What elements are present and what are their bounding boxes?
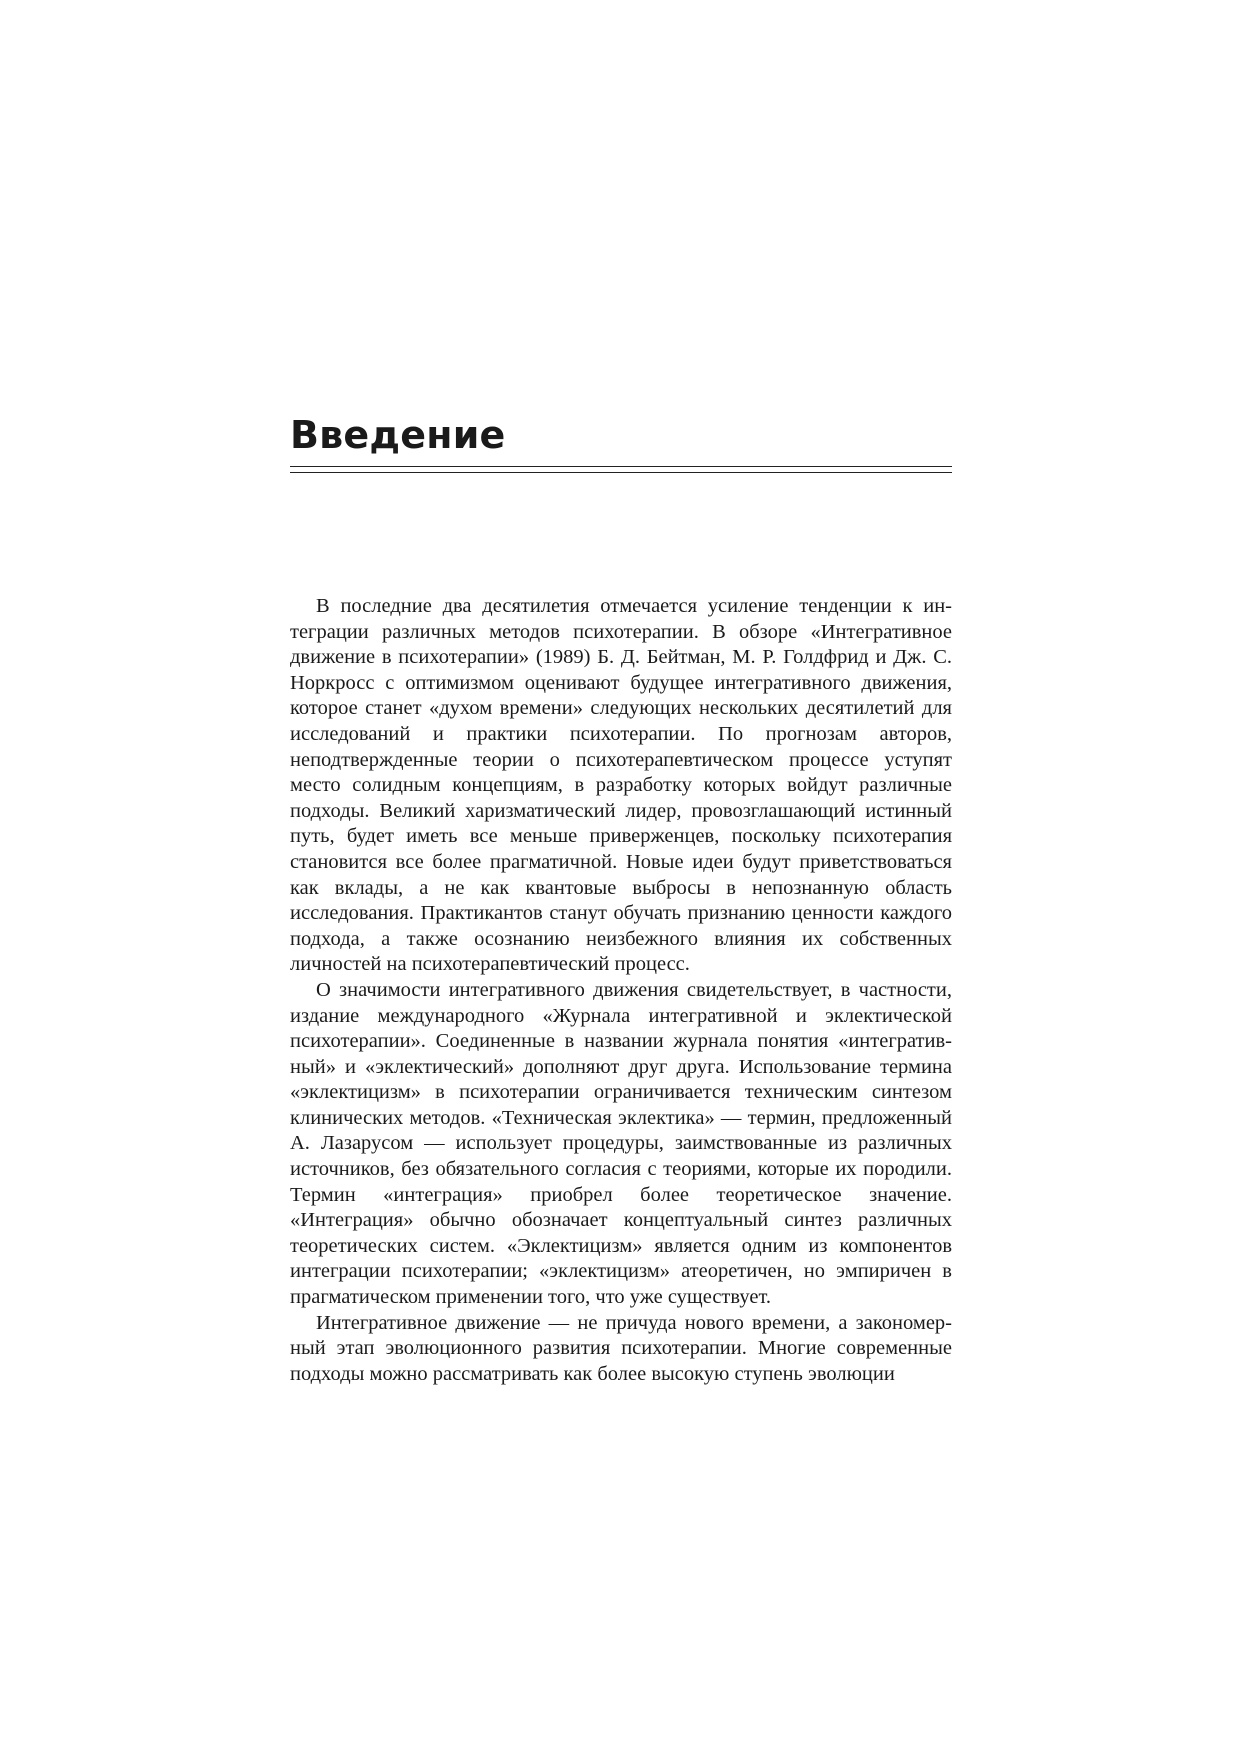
chapter-title: Введение <box>290 413 506 457</box>
paragraph-1: В последние два десятилетия отмечается усиление тенденции к интеграции различных методов психотерапии. В обзоре «Интегративное движение в психотерапии» (1989) Б. Д. Бейтман, М. Р. Голдфрид и Дж. С. Норкросс с оптимизмом оценивают будущее интегративного движения, которое станет «духом времени» следующих нескольких десятилетий для исследований и практики психотерапии. По прогнозам авторов, неподтвержденные теории о психотерапевтическом процессе уступят место солидным концепциям, в разработку которых войдут различные подходы. Великий харизматический лидер, провозглашающий истинный путь, будет иметь все меньше приверженцев, поскольку психотерапия становится все более прагматичной. Новые идеи будут приветствоваться как вклады, а не как квантовые выбросы в непознанную область исследования. Практикантов станут обучать признанию ценности каждого подхода, а также осознанию неизбежного влияния их собственных личностей на психотерапевтический процесс. <box>290 595 952 976</box>
title-double-rule <box>290 466 952 473</box>
paragraph-3: Интегративное движение — не причуда нового времени, а закономерный этап эволюционного развития психотерапии. Многие современные подходы можно рассматривать как более высокую ступень эволюции <box>290 1311 952 1385</box>
paragraph-2: О значимости интегративного движения свидетельствует, в частности, издание международного «Журнала интегративной и эклектической психотерапии». Соединенные в названии журнала понятия «интегративный» и «эклектический» дополняют друг друга. Использование термина «эклектицизм» в психотерапии ограничивается техническим синтезом клинических методов. «Техническая эклектика» — термин, предложенный А. Лазарусом — использует процедуры, заимствованные из различных источников, без обязательного согласия с теориями, которые их породили. Термин «интеграция» приобрел более теоретическое значение. «Интеграция» обычно обозначает концептуальный синтез различных теоретических систем. «Эклектицизм» является одним из компонентов интеграции психотерапии; «эклектицизм» атеоретичен, но эмпиричен в прагматическом применении того, что уже существует. <box>290 978 952 1309</box>
body-text <box>290 594 952 1387</box>
